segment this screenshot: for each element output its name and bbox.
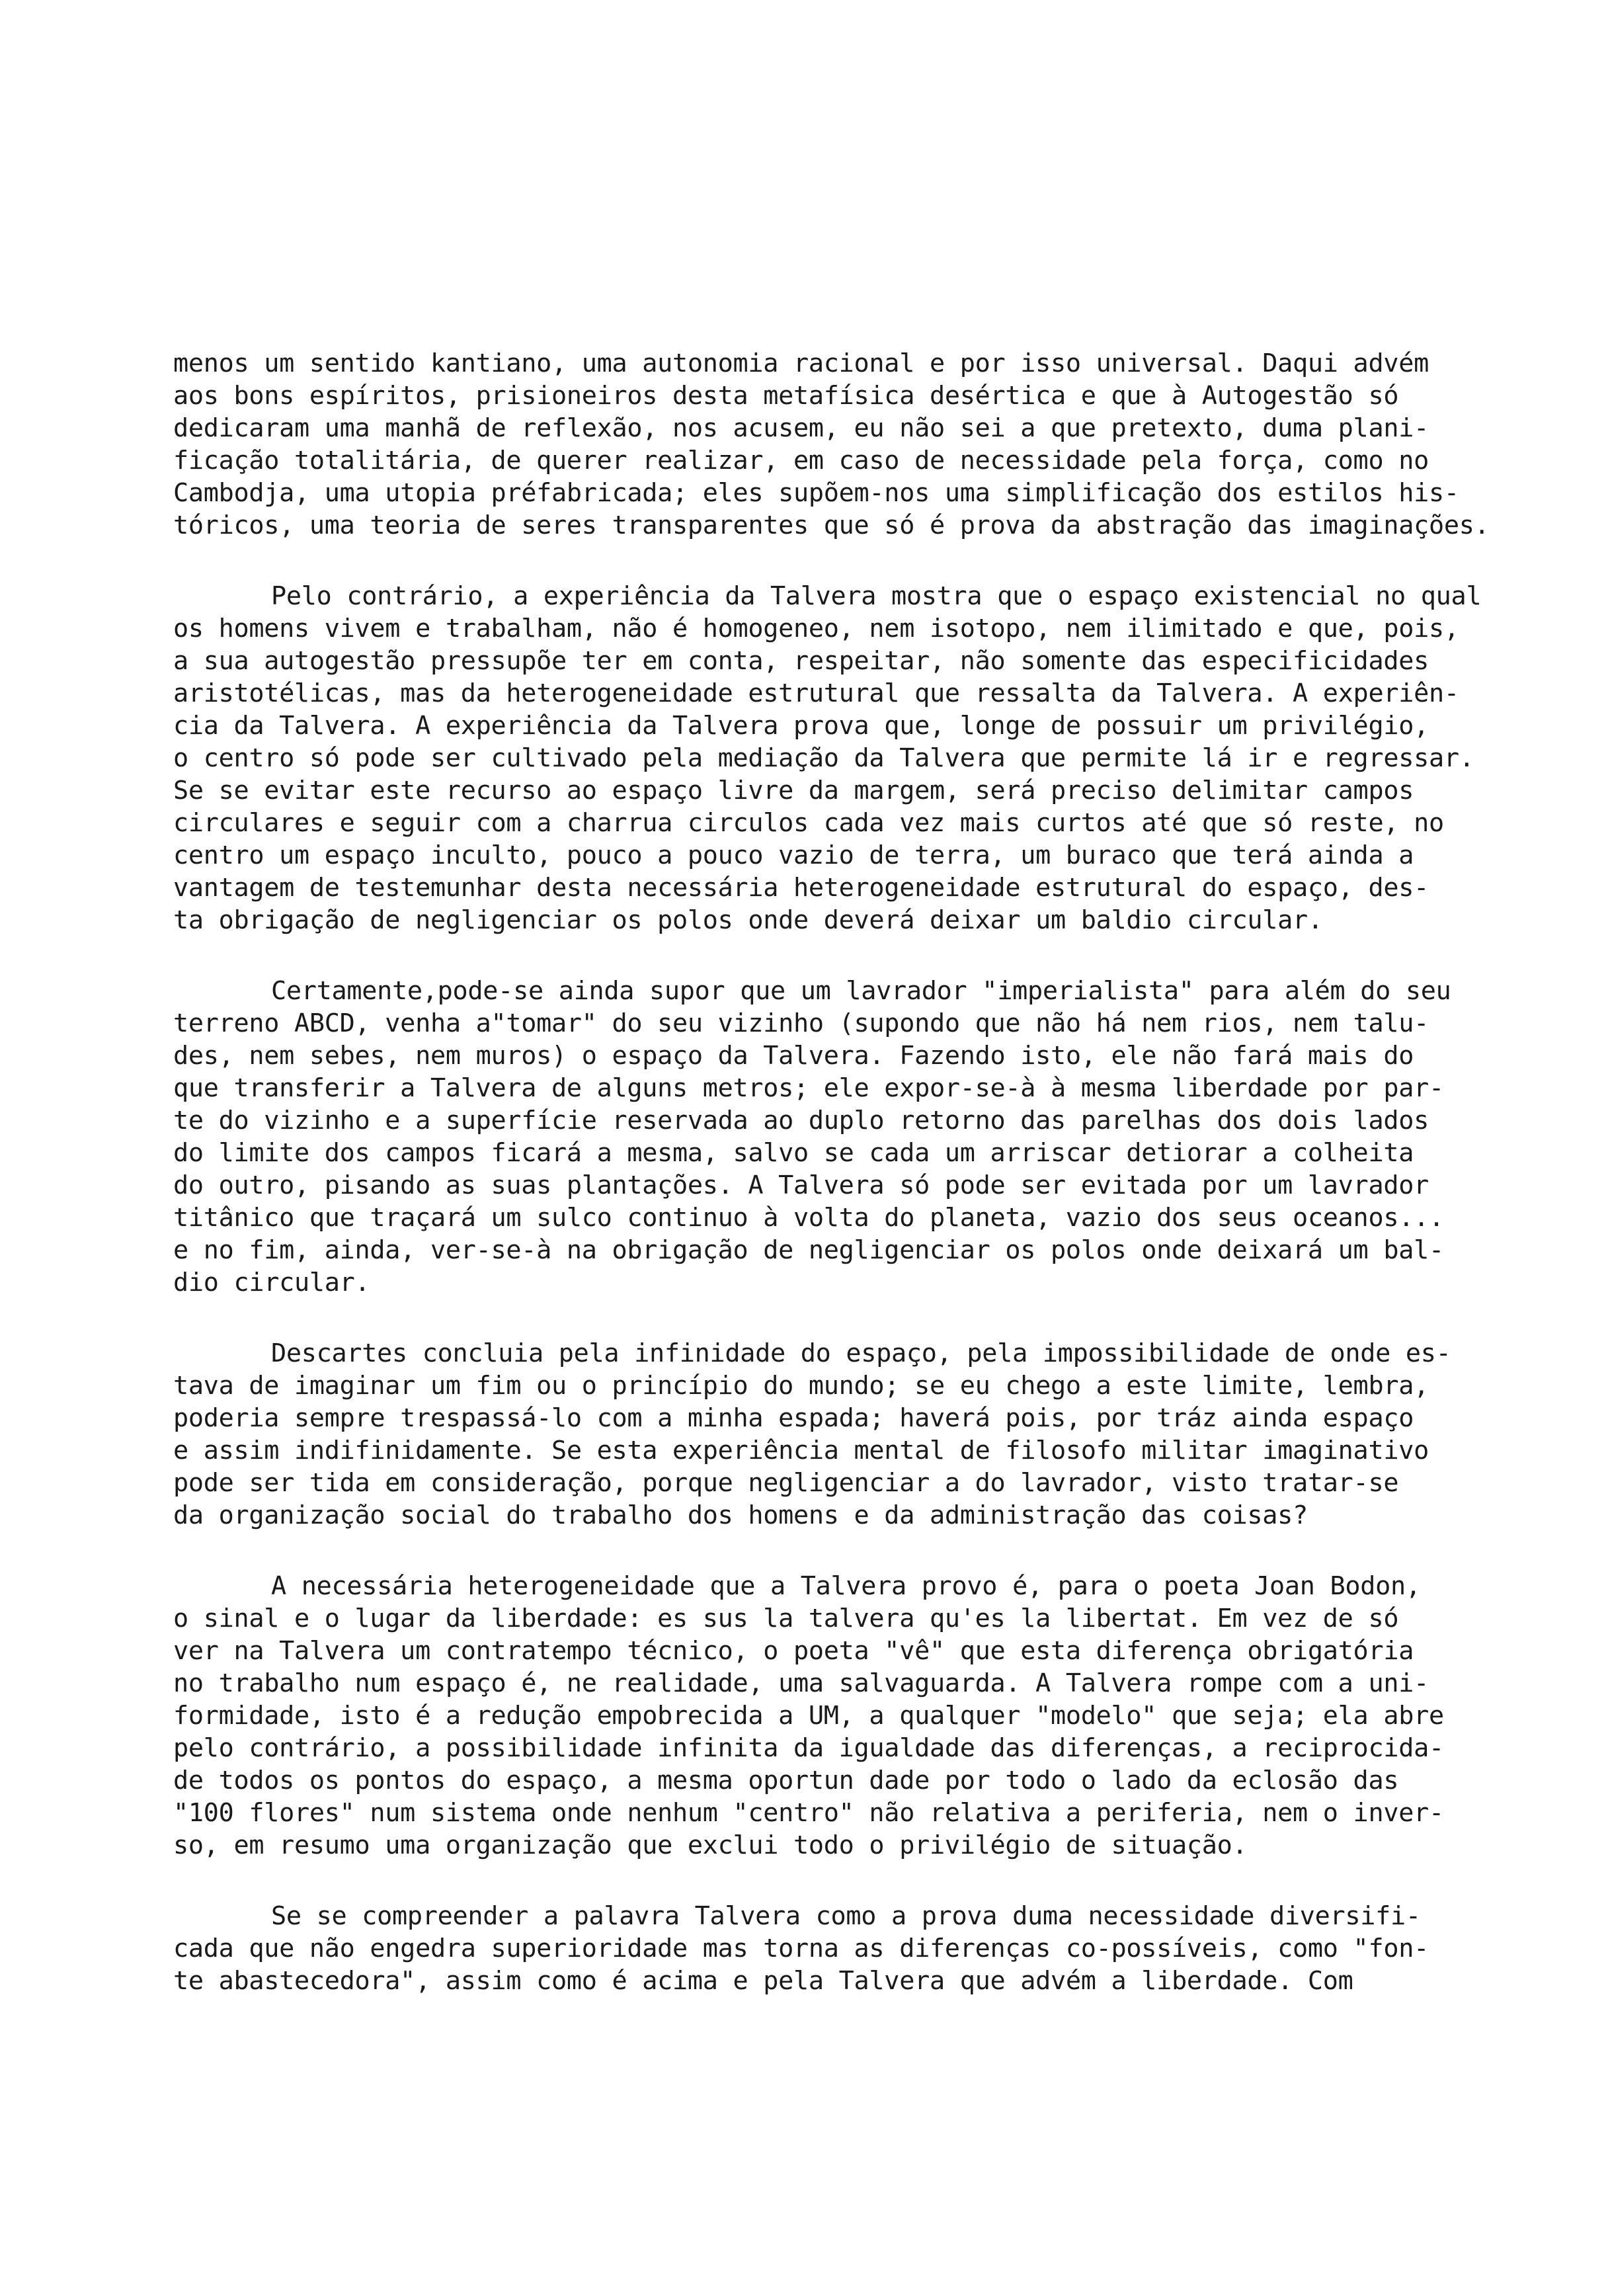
text-line: pode ser tida em consideração, porque negligenciar a do lavrador, visto tratar-se <box>173 1468 1399 1498</box>
text-line: poderia sempre trespassá-lo com a minha espada; haverá pois, por tráz ainda espaço <box>173 1403 1414 1433</box>
text-line: dedicaram uma manhã de reflexão, nos acusem, eu não sei a que pretexto, duma plani- <box>173 413 1429 443</box>
text-line: centro um espaço inculto, pouco a pouco vazio de terra, um buraco que terá ainda a <box>173 840 1414 870</box>
text-line: do limite dos campos ficará a mesma, salvo se cada um arriscar detiorar a colheita <box>173 1138 1414 1168</box>
text-line: titânico que traçará um sulco continuo à volta do planeta, vazio dos seus oceanos... <box>173 1203 1444 1233</box>
text-line: da organização social do trabalho dos homens e da administração das coisas? <box>173 1500 1308 1530</box>
paragraph-5 <box>173 1570 1580 1862</box>
text-line: formidade, isto é a redução empobrecida a UM, a qualquer "modelo" que seja; ela abre <box>173 1701 1444 1731</box>
text-line: Se se evitar este recurso ao espaço livre da margem, será preciso delimitar campos <box>173 776 1414 805</box>
text-line: o centro só pode ser cultivado pela mediação da Talvera que permite lá ir e regressar. <box>173 743 1474 773</box>
text-line: tóricos, uma teoria de seres transparentes que só é prova da abstração das imaginações. <box>173 511 1490 540</box>
text-line: no trabalho num espaço é, ne realidade, uma salvaguarda. A Talvera rompe com a uni- <box>173 1668 1429 1698</box>
text-line: ta obrigação de negligenciar os polos onde deverá deixar um baldio circular. <box>173 905 1323 935</box>
text-line: Pelo contrário, a experiência da Talvera mostra que o espaço existencial no qual <box>271 581 1482 611</box>
text-line: aos bons espíritos, prisioneiros desta metafísica desértica e que à Autogestão só <box>173 381 1399 411</box>
text-line: a sua autogestão pressupõe ter em conta, respeitar, não somente das especificidades <box>173 646 1429 676</box>
document-body <box>173 347 1580 2035</box>
text-line: Cambodja, uma utopia préfabricada; eles supõem-nos uma simplificação dos estilos his- <box>173 478 1459 508</box>
text-line: aristotélicas, mas da heterogeneidade estrutural que ressalta da Talvera. A experiên- <box>173 678 1459 708</box>
text-line: pelo contrário, a possibilidade infinita da igualdade das diferenças, a reciprocida- <box>173 1733 1444 1763</box>
text-line: des, nem sebes, nem muros) o espaço da Talvera. Fazendo isto, ele não fará mais do <box>173 1041 1414 1071</box>
text-line: e assim indifinidamente. Se esta experiência mental de filosofo militar imaginativo <box>173 1436 1429 1465</box>
paragraph-3 <box>173 975 1580 1299</box>
paragraph-1 <box>173 347 1580 542</box>
text-line: so, em resumo uma organização que exclui todo o privilégio de situação. <box>173 1830 1248 1860</box>
paragraph-6 <box>173 1900 1580 1997</box>
text-line: ver na Talvera um contratempo técnico, o poeta "vê" que esta diferença obrigatória <box>173 1636 1414 1666</box>
text-line: vantagem de testemunhar desta necessária heterogeneidade estrutural do espaço, des- <box>173 873 1429 903</box>
text-line: que transferir a Talvera de alguns metros; ele expor-se-à à mesma liberdade por par- <box>173 1073 1444 1103</box>
text-line: te abastecedora", assim como é acima e pela Talvera que advém a liberdade. Com <box>173 1966 1353 1996</box>
text-line: de todos os pontos do espaço, a mesma oportun dade por todo o lado da eclosão das <box>173 1766 1399 1795</box>
text-line: Se se compreender a palavra Talvera como a prova duma necessidade diversifi- <box>271 1901 1421 1931</box>
text-line: te do vizinho e a superfície reservada ao duplo retorno das parelhas dos dois lados <box>173 1106 1429 1135</box>
text-line: do outro, pisando as suas plantações. A Talvera só pode ser evitada por um lavrador <box>173 1170 1429 1200</box>
paragraph-2 <box>173 580 1580 936</box>
text-line: terreno ABCD, venha a"tomar" do seu vizinho (supondo que não há nem rios, nem talu- <box>173 1008 1429 1038</box>
text-line: menos um sentido kantiano, uma autonomia racional e por isso universal. Daqui advém <box>173 348 1429 378</box>
text-line: Descartes concluia pela infinidade do espaço, pela impossibilidade de onde es- <box>271 1338 1451 1368</box>
text-line: Certamente,pode-se ainda supor que um lavrador "imperialista" para além do seu <box>271 976 1451 1006</box>
text-line: circulares e seguir com a charrua circulos cada vez mais curtos até que só reste, no <box>173 808 1444 838</box>
text-line: e no fim, ainda, ver-se-à na obrigação de negligenciar os polos onde deixará um bal- <box>173 1235 1444 1265</box>
text-line: cia da Talvera. A experiência da Talvera prova que, longe de possuir um privilégio, <box>173 711 1429 741</box>
text-line: os homens vivem e trabalham, não é homogeneo, nem isotopo, nem ilimitado e que, pois, <box>173 614 1459 643</box>
paragraph-4 <box>173 1337 1580 1532</box>
text-line: o sinal e o lugar da liberdade: es sus la talvera qu'es la libertat. Em vez de só <box>173 1604 1399 1633</box>
text-line: "100 flores" num sistema onde nenhum "centro" não relativa a periferia, nem o inver- <box>173 1798 1444 1828</box>
text-line: tava de imaginar um fim ou o princípio do mundo; se eu chego a este limite, lembra, <box>173 1371 1429 1401</box>
text-line: A necessária heterogeneidade que a Talvera provo é, para o poeta Joan Bodon, <box>271 1571 1421 1601</box>
text-line: dio circular. <box>173 1268 370 1297</box>
text-line: ficação totalitária, de querer realizar, em caso de necessidade pela força, como no <box>173 446 1429 475</box>
text-line: cada que não engedra superioridade mas torna as diferenças co-possíveis, como "fon- <box>173 1934 1429 1963</box>
